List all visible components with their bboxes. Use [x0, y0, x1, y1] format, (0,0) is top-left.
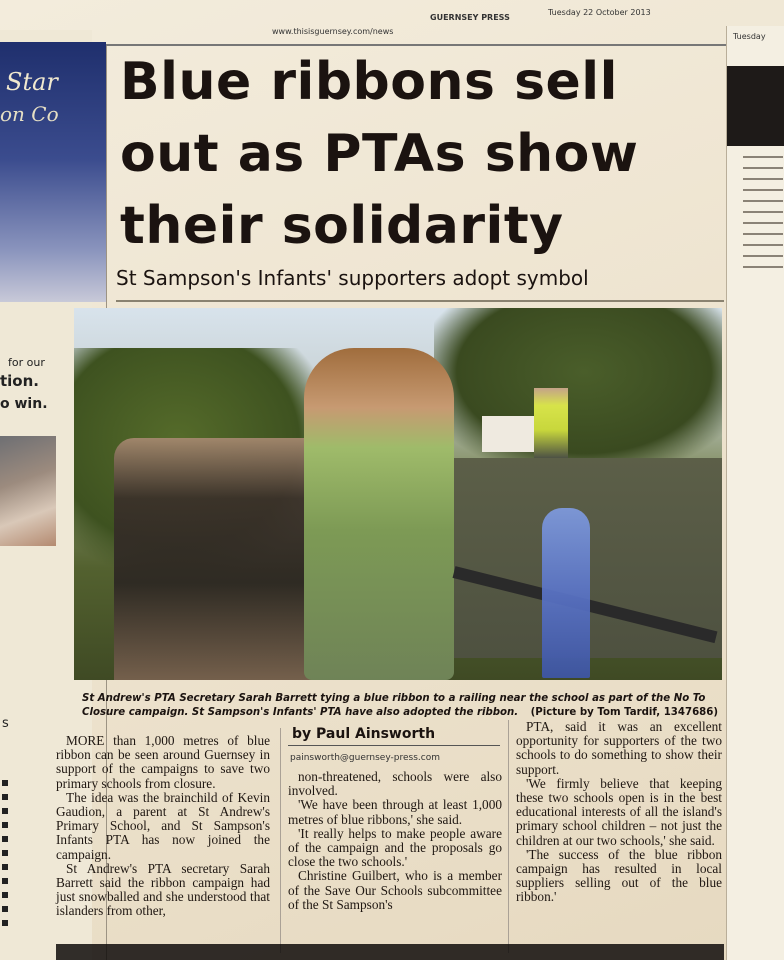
subhead-rule	[116, 300, 724, 302]
photo-caption	[82, 692, 722, 720]
strip-photo	[0, 436, 56, 546]
column-divider-2	[508, 720, 509, 953]
photo-man-hi-vis	[534, 388, 568, 458]
issue-date: Tuesday 22 October 2013	[548, 8, 651, 17]
photo-credit: (Picture by Tom Tardif, 1347686)	[530, 707, 718, 718]
paragraph: The idea was the brainchild of Kevin Gaudion, a parent at St Andrew's Primary School, and St Sampson's Infants PTA has now joined the campaign.	[56, 789, 270, 862]
next-page-date-label: Tuesday	[733, 32, 766, 41]
photo-blue-ribbon	[542, 508, 590, 678]
paragraph: Christine Guilbert, who is a member of the Save Our Schools subcommittee of the St Sampson's	[288, 868, 502, 912]
paragraph: 'We have been through at least 1,000 metres of blue ribbons,' she said.	[288, 797, 502, 827]
column-divider-1	[280, 728, 281, 953]
author-email: painsworth@guernsey-press.com	[290, 753, 440, 763]
advert-subtitle: on Co	[0, 102, 59, 126]
paragraph: 'It really helps to make people aware of the campaign and the proposals go close the two schools.'	[288, 825, 502, 870]
paragraph: 'The success of the blue ribbon campaign has resulted in local suppliers selling out of the blue ribbon.'	[516, 846, 722, 905]
star-advert	[0, 42, 106, 302]
advert-title: Star	[6, 68, 58, 96]
strip-text-3: o win.	[0, 396, 48, 412]
caption-text: St Andrew's PTA Secretary Sarah Barrett tying a blue ribbon to a railing near the school as part of the No To Closure campaign. St Sampson's Infants' PTA have also adopted the ribbon.	[82, 693, 706, 718]
article-photo	[74, 308, 722, 680]
paragraph: 'We firmly believe that keeping these two schools open is in the best educational interests of all the island's primary school children – not just the children at our two schools,' she said.	[516, 775, 722, 848]
photo-trees-right	[434, 308, 722, 468]
photo-woman-tying-ribbon	[304, 348, 454, 680]
body-column-2	[288, 770, 502, 912]
paragraph: MORE than 1,000 metres of blue ribbon can be seen around Guernsey in support of the campaigns to save two primary schools from closure.	[56, 733, 270, 791]
headline: Blue ribbons sell out as PTAs show their solidarity	[120, 52, 639, 256]
strip-text-4: s	[2, 716, 9, 731]
strip-text-1: for our	[8, 356, 45, 369]
paragraph: PTA, said it was an excellent opportunity for supporters of the two schools to do something to show their support.	[516, 719, 722, 777]
byline: by Paul Ainsworth	[292, 726, 436, 742]
next-headline-shadow	[56, 944, 724, 960]
website-url: www.thisisguernsey.com/news	[272, 27, 394, 36]
body-column-3	[516, 720, 722, 905]
next-page-dark-block	[727, 66, 784, 146]
subheadline: St Sampson's Infants' supporters adopt symbol	[116, 266, 589, 290]
paper-name: GUERNSEY PRESS	[430, 13, 510, 22]
strip-text-2: tion.	[0, 372, 39, 390]
paragraph: St Andrew's PTA secretary Sarah Barrett said the ribbon campaign had just snowballed and she understood that islanders from other,	[56, 860, 270, 919]
byline-rule	[288, 745, 500, 746]
strip-dashes	[2, 780, 8, 930]
body-column-1	[56, 734, 270, 919]
next-page-text-lines	[743, 156, 783, 276]
paragraph: non-threatened, schools were also involved.	[288, 769, 502, 799]
next-page-strip	[726, 26, 784, 960]
